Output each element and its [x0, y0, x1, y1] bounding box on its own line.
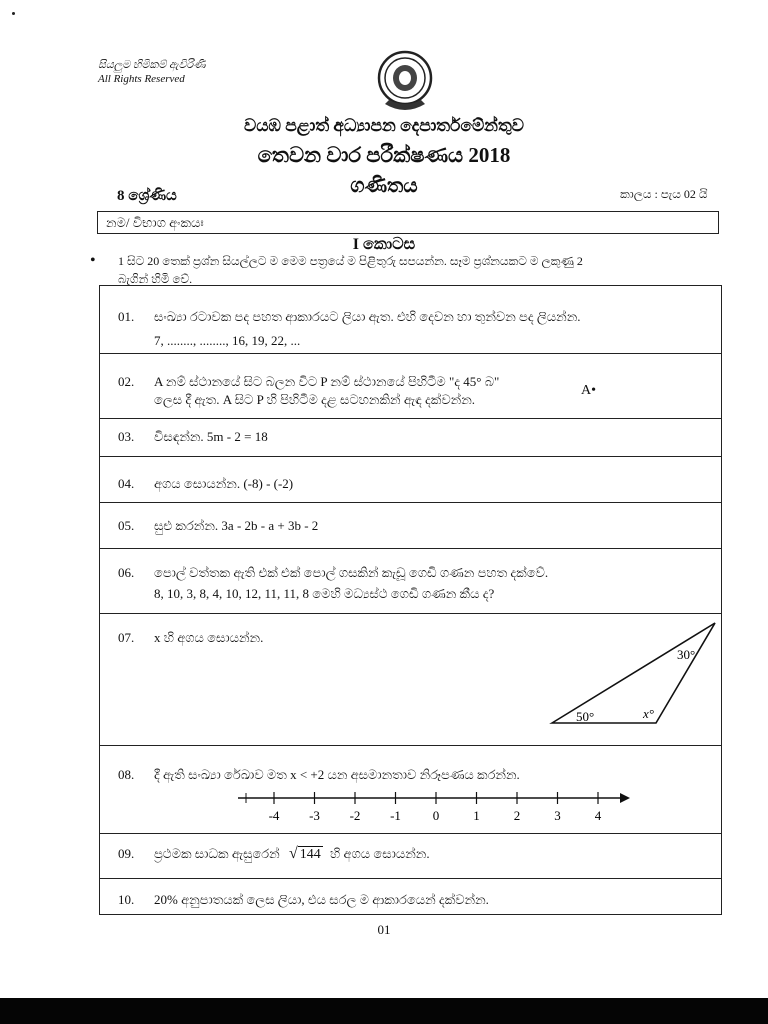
scan-edge-bar [0, 998, 768, 1024]
divider [100, 353, 721, 354]
instruction-line-2: බැගින් හිමි වේ. [118, 272, 193, 286]
question-03 [118, 425, 268, 449]
question-06 [118, 561, 548, 585]
question-number: 01. [118, 309, 135, 324]
question-number: 07. [118, 630, 135, 645]
number-line [230, 786, 640, 826]
question-number: 09. [118, 846, 135, 861]
name-index-label: නම/ විභාග අංකයඃ [106, 215, 204, 230]
square-root [289, 842, 323, 867]
question-05 [118, 514, 318, 538]
divider [100, 613, 721, 614]
question-text: පොල් වත්තක ඇති එක් එක් පොල් ගසකින් කැඩූ ගෙඩි ගණන පහත දක්වේ. [154, 565, 549, 580]
question-text: A නම් ස්ථානයේ සිට බලන විට P නම් ස්ථානයේ පිහිටීම "ද 45° බ" [154, 374, 500, 389]
divider [100, 833, 721, 834]
question-number: 04. [118, 476, 135, 491]
radical-sign-icon: √ [288, 845, 298, 862]
angle-label-30: 30° [677, 647, 696, 662]
number-line-label: -2 [349, 808, 361, 823]
page-number: 01 [377, 922, 391, 937]
question-number: 06. [118, 565, 135, 580]
question-10 [118, 888, 489, 912]
question-text: සංඛ්‍යා රටාවක පද පහත ආකාරයට ලියා ඇත. එහි දෙවන හා තුන්වන පද ලියන්න. [154, 309, 581, 324]
time-label: කාලය : පැය 02 යි [620, 187, 708, 201]
divider [100, 502, 721, 503]
grade-label: 8 ශ්‍රේණිය [117, 188, 177, 204]
number-line-label: -4 [268, 808, 280, 823]
radicand: 144 [299, 847, 321, 862]
question-text-after: හි අගය සොයන්න. [330, 846, 430, 861]
department-title: වයඹ පළාත් අධ්‍යාපන දෙපාර්තමේන්තුව [243, 116, 525, 135]
question-text: දී ඇති සංඛ්‍යා රේඛාව මත x < +2 යන අසමානතාව නිරූපණය කරන්න. [154, 767, 520, 782]
angle-label-50: 50° [576, 709, 595, 724]
number-line-label: 2 [513, 808, 521, 823]
question-number: 02. [118, 374, 135, 389]
question-text: විසඳන්න. 5m - 2 = 18 [154, 429, 268, 444]
number-line-label: -1 [390, 808, 401, 823]
question-09 [118, 842, 430, 867]
question-number: 03. [118, 429, 135, 444]
question-02 [118, 370, 499, 394]
exam-title: තෙවන වාර පරීක්ෂණය 2018 [257, 143, 511, 167]
part-heading: I කොටස [352, 236, 416, 253]
number-line-label: 4 [594, 808, 602, 823]
number-line-label: 0 [432, 808, 440, 823]
divider [100, 548, 721, 549]
question-number: 05. [118, 518, 135, 533]
triangle-shape [552, 623, 715, 723]
question-06-data: 8, 10, 3, 8, 4, 10, 12, 11, 11, 8 මෙහි මධ්‍යස්ථ ගෙඩි ගණන කීය ද? [154, 586, 495, 601]
angle-label-x: x° [643, 706, 654, 721]
point-a-label: A• [581, 383, 597, 398]
scan-speck [12, 12, 15, 15]
instructions [90, 252, 760, 288]
number-line-label: 1 [473, 808, 480, 823]
subject-title: ගණිතය [350, 175, 418, 197]
question-number: 10. [118, 892, 135, 907]
arrow-right-icon [620, 793, 630, 803]
divider [100, 456, 721, 457]
rights-notice [98, 58, 205, 86]
question-01 [118, 305, 581, 329]
question-text: අගය සොයන්න. (-8) - (-2) [154, 476, 294, 491]
question-text: සුළු කරන්න. 3a - 2b - a + 3b - 2 [154, 518, 319, 533]
bullet-icon: • [90, 252, 96, 269]
question-text: ප්‍රථමක සාධක ඇසුරෙන් [154, 846, 280, 861]
instruction-line-1: 1 සිට 20 තෙක් ප්‍රශ්න සියල්ලට ම මෙම පත්‍රයේ ම පිළිතුරු සපයන්න. සෑම ප්‍රශ්නයකට ම ලකුණු 2 [118, 254, 583, 268]
question-02-line-2: ලෙස දී ඇත. A සිට P හි පිහිටීම දළ සටහනකින් ඇඳ දක්වන්න. [154, 392, 476, 407]
question-01-sequence: 7, ........, ........, 16, 19, 22, ... [154, 333, 301, 348]
rights-english: All Rights Reserved [98, 73, 185, 85]
question-number: 08. [118, 767, 135, 782]
department-emblem-icon [375, 50, 435, 114]
number-line-label: 3 [554, 808, 561, 823]
divider [100, 878, 721, 879]
question-07 [118, 626, 263, 650]
question-08 [118, 763, 520, 787]
question-text: x හි අගය සොයන්න. [154, 630, 264, 645]
number-line-label: -3 [309, 808, 320, 823]
divider [100, 745, 721, 746]
question-text: 20% අනුපාතයක් ලෙස ලියා, එය සරල ම ආකාරයෙන් දක්වන්න. [154, 892, 489, 907]
question-04 [118, 472, 293, 496]
rights-sinhala: සියලුම හිමිකම් ඇවිරිණි [98, 59, 206, 71]
divider [100, 418, 721, 419]
triangle-diagram [540, 615, 725, 735]
name-index-field[interactable] [97, 211, 719, 234]
